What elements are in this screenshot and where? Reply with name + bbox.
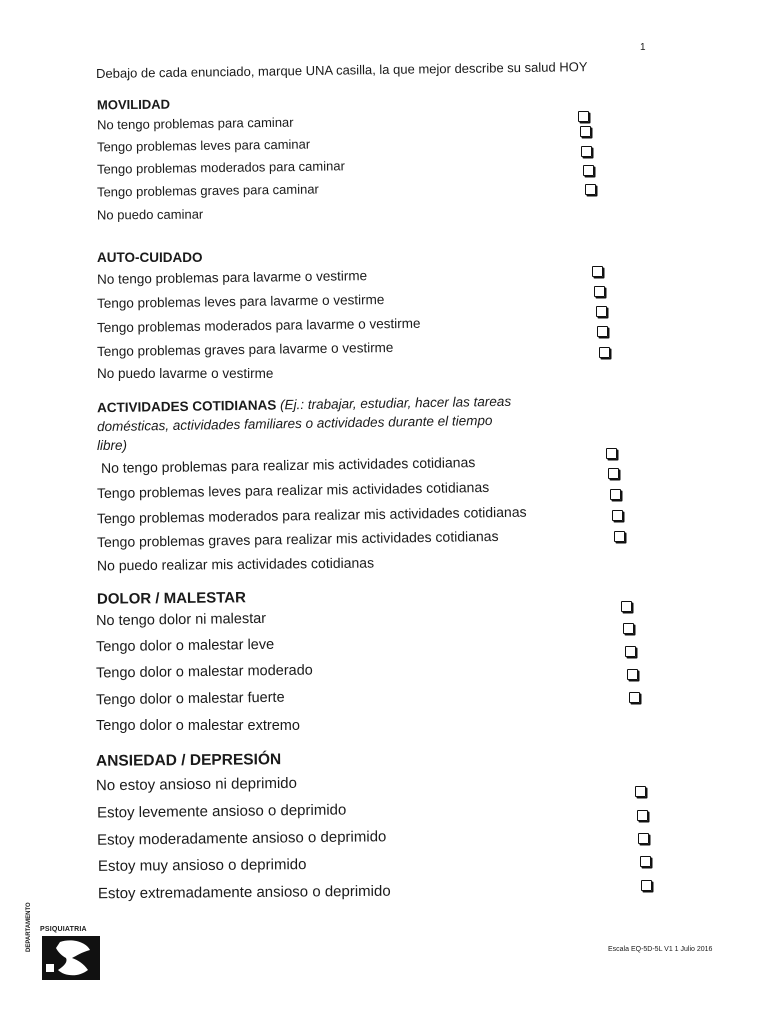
option-label: Tengo problemas graves para caminar: [96, 181, 319, 200]
option-label: No puedo realizar mis actividades cotidianas: [96, 554, 375, 574]
checkbox[interactable]: [585, 184, 596, 195]
footer-version: Escala EQ-5D-5L V1 1 Julio 2016: [608, 946, 713, 953]
section-title-note: (Ej.: trabajar, estudiar, hacer las tareas: [279, 393, 512, 413]
checkbox[interactable]: [596, 306, 607, 317]
option-label: No tengo problemas para realizar mis actividades cotidianas: [100, 454, 476, 476]
checkbox[interactable]: [627, 669, 638, 680]
checkbox[interactable]: [637, 810, 648, 821]
section-title: DOLOR / MALESTAR: [96, 589, 246, 608]
option-label: Tengo problemas graves para realizar mis actividades cotidianas: [96, 527, 499, 551]
checkbox[interactable]: [614, 531, 625, 542]
option-label: Tengo problemas moderados para lavarme o vestirme: [96, 315, 421, 336]
checkbox[interactable]: [599, 347, 610, 358]
option-label: Tengo problemas leves para realizar mis actividades cotidianas: [96, 478, 490, 502]
department-logo-icon: [32, 926, 102, 982]
checkbox[interactable]: [578, 111, 589, 122]
checkbox[interactable]: [581, 146, 592, 157]
checkbox[interactable]: [640, 856, 651, 867]
checkbox[interactable]: [608, 468, 619, 479]
checkbox[interactable]: [583, 165, 594, 176]
logo-side-text: DEPARTAMENTO: [26, 902, 32, 952]
option-label: Tengo problemas leves para caminar: [96, 136, 311, 155]
option-label: Estoy levemente ansioso o deprimido: [96, 801, 347, 822]
option-label: Tengo dolor o malestar extremo: [96, 718, 300, 734]
option-label: Tengo problemas leves para lavarme o vestirme: [96, 291, 385, 312]
section-title: MOVILIDAD: [96, 96, 171, 113]
checkbox[interactable]: [597, 326, 608, 337]
section-note: domésticas, actividades familiares o actividades durante el tiempo: [96, 412, 493, 435]
option-label: No puedo caminar: [96, 206, 204, 223]
checkbox[interactable]: [580, 126, 591, 137]
checkbox[interactable]: [641, 880, 652, 891]
section-title: AUTO-CUIDADO: [97, 250, 203, 265]
option-label: No tengo problemas para lavarme o vestirme: [96, 268, 368, 287]
checkbox[interactable]: [623, 623, 634, 634]
checkbox[interactable]: [612, 510, 623, 521]
checkbox[interactable]: [610, 489, 621, 500]
instructions: Debajo de cada enunciado, marque UNA casilla, la que mejor describe su salud HOY: [96, 59, 588, 81]
option-label: Tengo problemas moderados para caminar: [96, 158, 345, 177]
checkbox[interactable]: [635, 786, 646, 797]
section-title-main: ACTIVIDADES COTIDIANAS: [96, 397, 277, 416]
checkbox[interactable]: [625, 646, 636, 657]
checkbox[interactable]: [592, 266, 603, 277]
option-label: Tengo dolor o malestar fuerte: [95, 689, 285, 709]
option-label: Tengo dolor o malestar moderado: [95, 662, 313, 682]
checkbox[interactable]: [638, 833, 649, 844]
option-label: No tengo problemas para caminar: [96, 114, 294, 133]
option-label: No tengo dolor ni malestar: [95, 610, 267, 630]
option-label: No puedo lavarme o vestirme: [97, 366, 274, 381]
checkbox[interactable]: [594, 286, 605, 297]
option-label: Estoy extremadamente ansioso o deprimido: [97, 882, 391, 903]
option-label: No estoy ansioso ni deprimido: [95, 774, 298, 795]
logo-text: PSIQUIATRIA: [40, 926, 87, 933]
option-label: Estoy muy ansioso o deprimido: [97, 856, 307, 875]
option-label: Tengo dolor o malestar leve: [95, 636, 275, 656]
option-label: Estoy moderadamente ansioso o deprimido: [96, 828, 387, 849]
option-label: Tengo problemas graves para lavarme o vestirme: [96, 339, 394, 360]
checkbox[interactable]: [606, 448, 617, 459]
section-title: [97, 394, 511, 416]
section-note: libre): [97, 438, 128, 453]
section-title: ANSIEDAD / DEPRESIÓN: [95, 751, 282, 770]
checkbox[interactable]: [629, 692, 640, 703]
option-label: Tengo problemas moderados para realizar mis actividades cotidianas: [96, 503, 527, 527]
checkbox[interactable]: [621, 601, 632, 612]
page-number: 1: [640, 42, 646, 53]
